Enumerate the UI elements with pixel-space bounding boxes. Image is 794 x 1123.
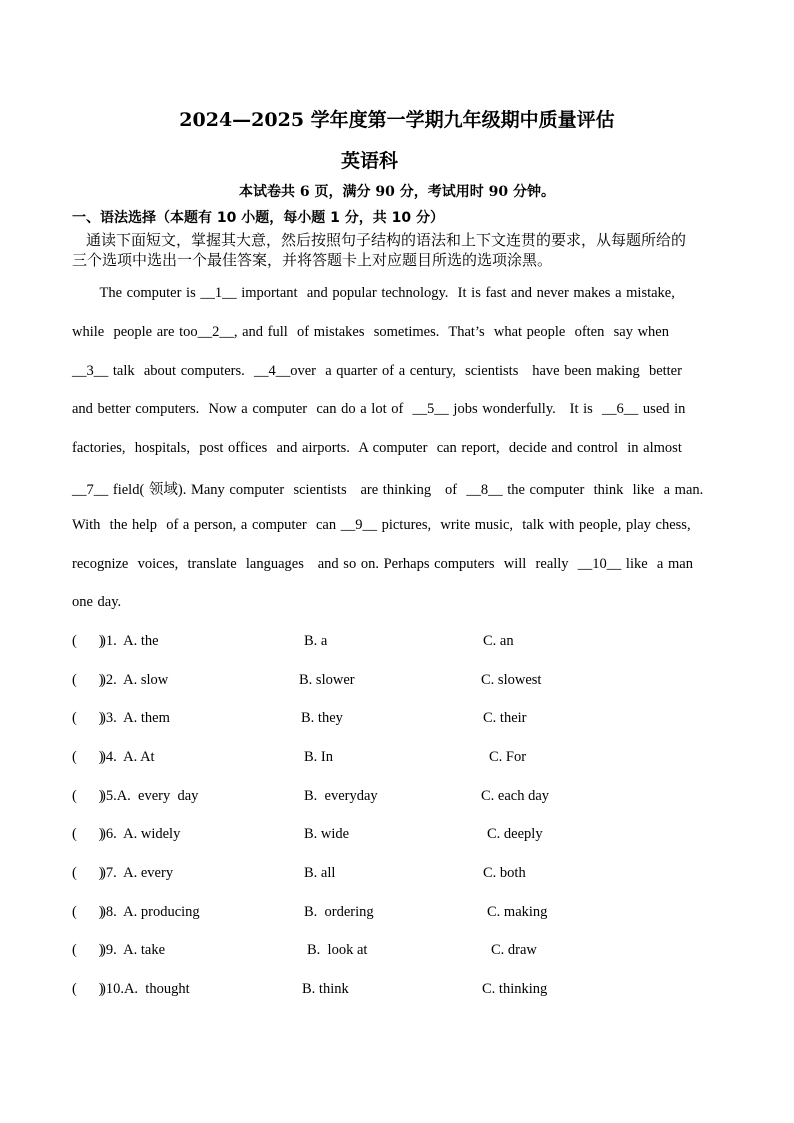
passage-line: With the help of a person, a computer can __9__ pictures, write music, talk with people, play chess,	[72, 517, 691, 533]
option-c: C. an	[483, 633, 514, 649]
answer-blank[interactable]: ( )	[72, 942, 104, 958]
option-c: C. each day	[481, 788, 550, 804]
subject-title: 英语科	[341, 150, 399, 172]
option-c: C. draw	[491, 942, 537, 958]
option-a: )2. A. slow	[101, 672, 169, 688]
option-b: B. look at	[307, 942, 368, 958]
passage-line: while people are too__2__, and full of mistakes sometimes. That’s what people often say when	[72, 324, 669, 340]
option-a: )4. A. At	[101, 749, 155, 765]
option-a: )7. A. every	[101, 865, 174, 881]
answer-blank[interactable]: ( )	[72, 981, 104, 997]
instruction-line: 三个选项中选出一个最佳答案，并将答题卡上对应题目所选的选项涂黑。	[72, 251, 553, 269]
option-a: )3. A. them	[101, 710, 170, 726]
option-c: C. both	[483, 865, 526, 881]
instruction-line: 通读下面短文，掌握其大意，然后按照句子结构的语法和上下文连贯的要求，从每题所给的	[86, 231, 687, 249]
option-a: )6. A. widely	[101, 826, 181, 842]
option-a: )5.A. every day	[101, 788, 199, 804]
option-c: C. their	[483, 710, 527, 726]
option-b: B. In	[304, 749, 333, 765]
option-a: )9. A. take	[101, 942, 166, 958]
option-c: C. slowest	[481, 672, 542, 688]
option-b: B. slower	[299, 672, 355, 688]
answer-blank[interactable]: ( )	[72, 749, 104, 765]
option-b: B. they	[301, 710, 343, 726]
passage-line: __7__ field( 领域). Many computer scientists are thinking of __8__ the computer think like a man.	[72, 482, 704, 498]
passage-line: factories, hospitals, post offices and airports. A computer can report, decide and control in almost	[72, 440, 682, 456]
answer-blank[interactable]: ( )	[72, 865, 104, 881]
page-title: 2024—2025 学年度第一学期九年级期中质量评估	[179, 109, 615, 131]
option-b: B. everyday	[304, 788, 378, 804]
option-b: B. wide	[304, 826, 350, 842]
answer-blank[interactable]: ( )	[72, 826, 104, 842]
passage-line: and better computers. Now a computer can do a lot of __5__ jobs wonderfully. It is __6__ used in	[72, 401, 686, 417]
option-c: C. For	[489, 749, 527, 765]
exam-info: 本试卷共 6 页，满分 90 分，考试用时 90 分钟。	[239, 184, 555, 200]
answer-blank[interactable]: ( )	[72, 633, 104, 649]
option-a: )8. A. producing	[101, 904, 200, 920]
answer-blank[interactable]: ( )	[72, 788, 104, 804]
option-c: C. making	[487, 904, 548, 920]
answer-blank[interactable]: ( )	[72, 672, 104, 688]
answer-blank[interactable]: ( )	[72, 710, 104, 726]
option-c: C. deeply	[487, 826, 543, 842]
option-b: B. a	[304, 633, 328, 649]
option-b: B. think	[302, 981, 349, 997]
answer-blank[interactable]: ( )	[72, 904, 104, 920]
option-b: B. ordering	[304, 904, 374, 920]
option-b: B. all	[304, 865, 336, 881]
passage-line: __3__ talk about computers. __4__over a quarter of a century, scientists have been making better	[72, 363, 682, 379]
option-c: C. thinking	[482, 981, 548, 997]
passage-line: The computer is __1__ important and popular technology. It is fast and never makes a mistake,	[72, 285, 675, 301]
option-a: )10.A. thought	[101, 981, 190, 997]
passage-line: recognize voices, translate languages and so on. Perhaps computers will really __10__ like a man	[72, 556, 693, 572]
option-a: )1. A. the	[101, 633, 159, 649]
section-heading: 一、语法选择（本题有 10 小题，每小题 1 分，共 10 分）	[72, 210, 444, 226]
passage-line: one day.	[72, 594, 122, 610]
